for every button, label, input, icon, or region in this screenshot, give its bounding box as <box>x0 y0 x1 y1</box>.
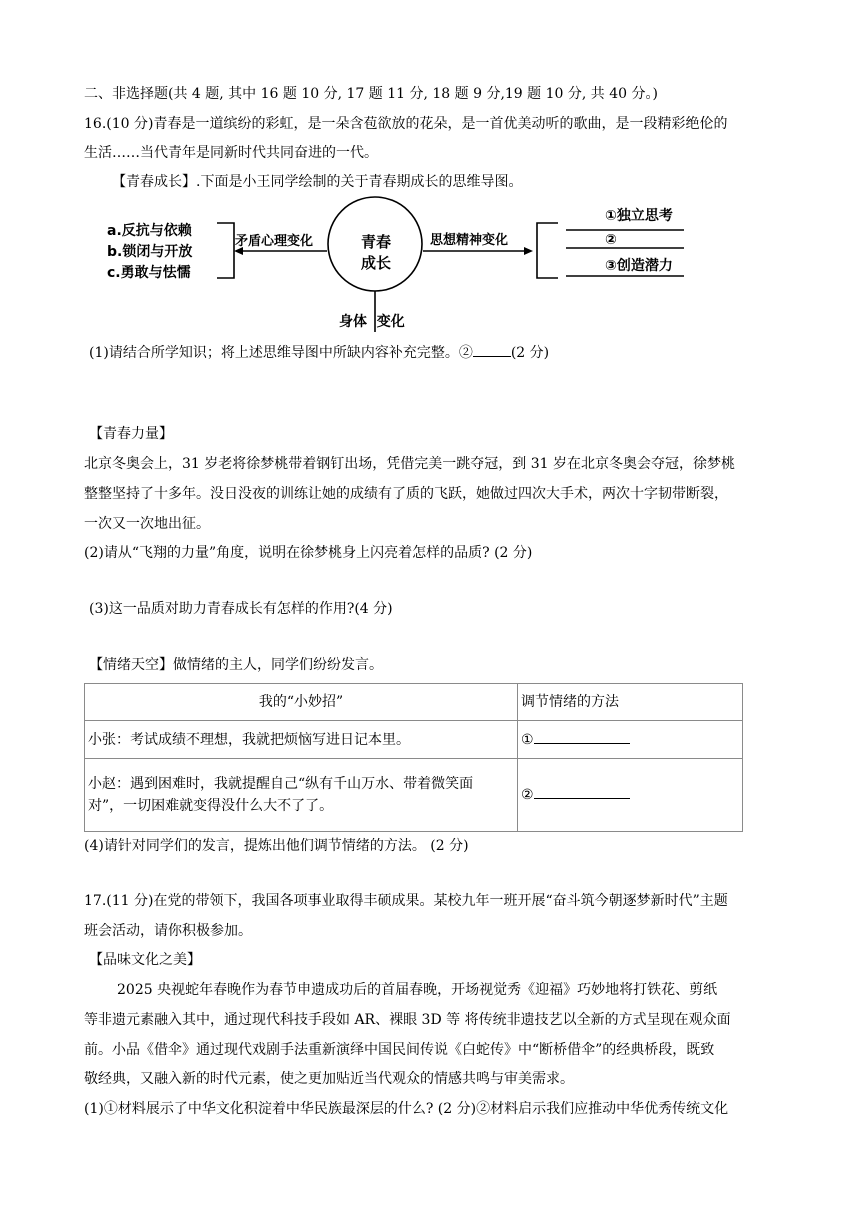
q17-intro-line1: 17.(11 分)在党的带领下，我国各项事业取得丰硕成果。某校九年一班开展“奋斗筑今朝逐梦新时代”主题 <box>84 893 728 909</box>
right-bracket <box>537 223 558 278</box>
answer-blank[interactable] <box>473 342 511 357</box>
right-item-1: ①独立思考 <box>605 208 673 224</box>
q16-sub1 <box>89 342 549 363</box>
table-row2-right <box>518 759 743 832</box>
q16-power-p3: 一次又一次地出征。 <box>84 516 210 532</box>
q16-sub1-score: (2 分) <box>510 345 550 361</box>
bottom-branch-label: 身体 变化 <box>339 314 405 330</box>
q16-power-p1: 北京冬奥会上，31 岁老将徐梦桃带着钢钉出场，凭借完美一跳夺冠，到 31 岁在北京冬奥会夺冠，徐梦桃 <box>84 456 735 472</box>
q16-emotion-heading: 【情绪天空】做情绪的主人，同学们纷纷发言。 <box>89 657 383 673</box>
q17-culture-p2: 等非遗元素融入其中，通过现代科技手段如 AR、裸眼 3D 等 将传统非遗技艺以全新的方式呈现在观众面 <box>84 1012 731 1028</box>
section-header: 二、非选择题(共 4 题, 其中 16 题 10 分, 17 题 11 分, 18 题 9 分,19 题 10 分, 共 40 分。) <box>84 86 658 102</box>
right-item-3: ③创造潜力 <box>605 258 673 274</box>
q16-sub4: (4)请针对同学们的发言，提炼出他们调节情绪的方法。 (2 分) <box>84 838 469 854</box>
left-branch-label: 矛盾心理变化 <box>235 234 314 249</box>
table-row2-left-line2: 对”，一切困难就变得没什么大不了了。 <box>88 798 334 814</box>
q17-culture-p4: 敬经典，又融入新的时代元素，使之更加贴近当代观众的情感共鸣与审美需求。 <box>84 1071 574 1087</box>
table-header-row <box>85 684 743 721</box>
left-item-c: c.勇敢与怯懦 <box>107 265 191 281</box>
q16-growth-heading: 【青春成长】.下面是小王同学绘制的关于青春期成长的思维导图。 <box>112 174 523 190</box>
q17-intro-line2: 班会活动，请你积极参加。 <box>84 923 252 939</box>
q16-intro-line1: 16.(10 分)青春是一道缤纷的彩虹，是一朵含苞欲放的花朵，是一首优美动听的歌曲，是一段精彩绝伦的 <box>84 116 728 132</box>
table-row2-left-line1: 小赵：遇到困难时，我就提醒自己“纵有千山万水、带着微笑面 <box>88 776 474 792</box>
left-bracket <box>217 223 234 278</box>
table-row <box>85 759 743 832</box>
q16-power-heading: 【青春力量】 <box>89 426 173 442</box>
q16-sub3: (3)这一品质对助力青春成长有怎样的作用?(4 分) <box>89 601 393 617</box>
table-row <box>85 721 743 759</box>
right-arrow-head <box>524 247 533 255</box>
table-header-left: 我的“小妙招” <box>85 684 518 721</box>
left-item-b: b.锁闭与开放 <box>107 244 193 260</box>
left-item-a: a.反抗与依赖 <box>107 223 192 239</box>
answer-blank-2[interactable] <box>534 784 630 799</box>
q17-culture-heading: 【品味文化之美】 <box>89 952 201 968</box>
q17-sub1: (1)①材料展示了中华文化积淀着中华民族最深层的什么? (2 分)②材料启示我们应推动中华优秀传统文化 <box>84 1101 729 1117</box>
answer-marker-1: ① <box>521 731 534 748</box>
q16-sub1-text: (1)请结合所学知识；将上述思维导图中所缺内容补充完整。② <box>89 345 473 361</box>
q17-culture-p1: 2025 央视蛇年春晚作为春节申遗成功后的首届春晚，开场视觉秀《迎福》巧妙地将打铁花、剪纸 <box>117 982 718 998</box>
answer-marker-2: ② <box>521 787 534 803</box>
right-item-2: ② <box>605 232 617 248</box>
table-row1-right <box>518 721 743 759</box>
table-row2-left <box>85 759 518 832</box>
right-branch-label: 思想精神变化 <box>430 233 509 248</box>
q16-intro-line2: 生活……当代青年是同新时代共同奋进的一代。 <box>84 145 378 161</box>
table-header-right: 调节情绪的方法 <box>518 684 743 721</box>
answer-blank-1[interactable] <box>534 729 630 744</box>
q16-power-p2: 整整坚持了十多年。没日没夜的训练让她的成绩有了质的飞跃，她做过四次大手术，两次十字韧带断裂， <box>84 486 728 502</box>
table-row1-left: 小张：考试成绩不理想，我就把烦恼写进日记本里。 <box>85 721 518 759</box>
q17-culture-p3: 前。小品《借伞》通过现代戏剧手法重新演绎中国民间传说《白蛇传》中“断桥借伞”的经典桥段，既致 <box>84 1042 715 1058</box>
emotion-table <box>84 683 743 832</box>
center-line2: 成长 <box>361 254 392 272</box>
q16-sub2: (2)请从“飞翔的力量”角度，说明在徐梦桃身上闪亮着怎样的品质? (2 分) <box>84 545 533 561</box>
center-line1: 青春 <box>361 233 392 251</box>
